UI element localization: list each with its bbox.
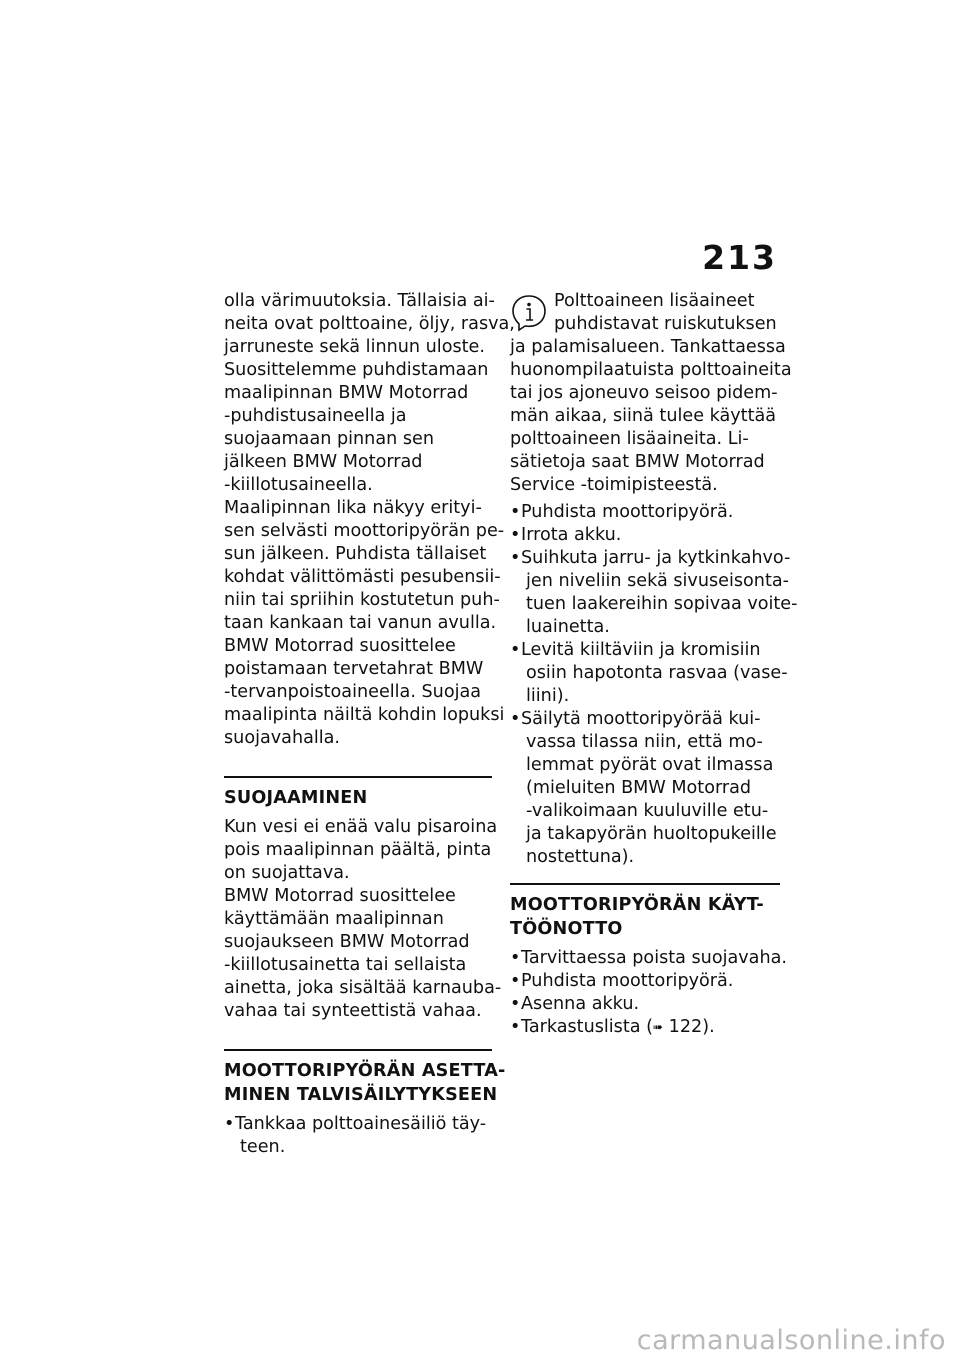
text-line: BMW Motorrad suosittelee — [224, 886, 456, 906]
section-divider — [224, 776, 492, 778]
list-item — [510, 524, 780, 547]
right-column — [510, 290, 798, 1039]
bullet-dot: • — [510, 548, 521, 568]
list-item-text: tuen laakereihin sopivaa voite- — [526, 594, 798, 614]
bullet-dot: • — [510, 709, 521, 729]
list-item-text: Säilytä moottoripyörää kui- — [521, 709, 761, 729]
bullet-list — [510, 947, 787, 1016]
list-item-text: nostettuna). — [526, 847, 635, 867]
text-line: kohdat välittömästi pesubensii- — [224, 567, 501, 587]
text-line: jälkeen BMW Motorrad — [224, 452, 423, 472]
list-item — [510, 501, 780, 524]
bullet-list — [510, 1016, 780, 1039]
section-kayttoonotto — [510, 883, 787, 1039]
text-line: olla värimuutoksia. Tällaisia ai- — [224, 291, 495, 311]
list-item — [510, 947, 787, 970]
list-item-text: Asenna akku. — [521, 994, 640, 1014]
list-item-text: -valikoimaan kuuluville etu- — [526, 801, 769, 821]
list-item-text: jen niveliin sekä sivuseisonta- — [526, 571, 789, 591]
text-line: Polttoaineen lisäaineet — [554, 291, 755, 311]
text-line: huonompilaatuista polttoaineita — [510, 360, 792, 380]
text-line: sätietoja saat BMW Motorrad — [510, 452, 765, 472]
bullet-dot: • — [224, 1114, 235, 1134]
list-item-text: lemmat pyörät ovat ilmassa — [526, 755, 774, 775]
list-item-text: Puhdista moottoripyörä. — [521, 502, 734, 522]
list-item — [510, 547, 798, 639]
section-body — [224, 816, 502, 1023]
page-reference: 122). — [663, 1017, 715, 1037]
text-line: jarruneste sekä linnun uloste. — [224, 337, 485, 357]
text-line: Kun vesi ei enää valu pisaroina — [224, 817, 498, 837]
section-talvisailytys — [224, 1049, 506, 1159]
list-item — [510, 639, 788, 708]
text-line: ainetta, joka sisältää karnauba- — [224, 978, 502, 998]
section-suojaaminen — [224, 776, 502, 1023]
section-divider — [510, 883, 780, 885]
list-item-text: ja takapyörän huoltopukeille — [526, 824, 777, 844]
section-heading: MOOTTORIPYÖRÄN ASETTA- MINEN TALVISÄILYTYKSEEN — [224, 1061, 506, 1105]
watermark: carmanualsonline.info — [636, 1325, 946, 1356]
text-line: ja palamisalueen. Tankattaessa — [510, 337, 786, 357]
list-item-text: (mieluiten BMW Motorrad — [526, 778, 752, 798]
text-line: polttoaineen lisäaineita. Li- — [510, 429, 749, 449]
page-number: 213 — [702, 238, 777, 277]
list-item-text: Tarvittaessa poista suojavaha. — [521, 948, 787, 968]
list-item-text: liini). — [526, 686, 570, 706]
list-item-text: vassa tilassa niin, että mo- — [526, 732, 763, 752]
text-line: -puhdistusaineella ja — [224, 406, 407, 426]
bullet-dot: • — [510, 994, 521, 1014]
text-line: sen selvästi moottoripyörän pe- — [224, 521, 505, 541]
page-reference-arrow-icon: ➠ — [652, 1020, 664, 1034]
note-text — [510, 290, 792, 497]
text-line: män aikaa, siinä tulee käyttää — [510, 406, 777, 426]
list-item-text: Levitä kiiltäviin ja kromisiin — [521, 640, 761, 660]
text-line: vahaa tai synteettistä vahaa. — [224, 1001, 482, 1021]
text-line: pois maalipinnan päältä, pinta — [224, 840, 492, 860]
bullet-dot: • — [510, 502, 521, 522]
text-line: -kiillotusaineella. — [224, 475, 373, 495]
text-line: maalipinnan BMW Motorrad — [224, 383, 469, 403]
info-note — [510, 290, 792, 497]
text-line: maalipinta näiltä kohdin lopuksi — [224, 705, 505, 725]
text-line: sun jälkeen. Puhdista tällaiset — [224, 544, 487, 564]
list-item: • Tankkaa polttoainesäiliö täy- teen. — [224, 1114, 487, 1157]
list-item — [510, 970, 780, 993]
intro-paragraph — [224, 290, 515, 750]
text-line: BMW Motorrad suosittelee — [224, 636, 456, 656]
list-item — [510, 708, 780, 869]
text-line: -kiillotusainetta tai sellaista — [224, 955, 467, 975]
text-line: suojaukseen BMW Motorrad — [224, 932, 470, 952]
text-line: niin tai spriihin kostutetun puh- — [224, 590, 500, 610]
text-line: tai jos ajoneuvo seisoo pidem- — [510, 383, 778, 403]
list-item-text: Irrota akku. — [521, 525, 622, 545]
left-column — [224, 290, 515, 1159]
bullet-dot: • — [510, 1017, 521, 1037]
bullet-dot: • — [510, 640, 521, 660]
list-item — [510, 1016, 780, 1039]
list-item-text: luainetta. — [526, 617, 610, 637]
text-line: Maalipinnan lika näkyy erityi- — [224, 498, 482, 518]
list-item-text: Puhdista moottoripyörä. — [521, 971, 734, 991]
list-item-text: osiin hapotonta rasvaa (vase- — [526, 663, 788, 683]
text-line: on suojattava. — [224, 863, 350, 883]
text-line: Suosittelemme puhdistamaan — [224, 360, 489, 380]
text-line: suojaamaan pinnan sen — [224, 429, 434, 449]
section-heading: MOOTTORIPYÖRÄN KÄYT- TÖÖNOTTO — [510, 895, 764, 939]
text-line: puhdistavat ruiskutuksen — [554, 314, 777, 334]
text-line: -tervanpoistoaineella. Suojaa — [224, 682, 482, 702]
text-line: suojavahalla. — [224, 728, 341, 748]
text-line: taan kankaan tai vanun avulla. — [224, 613, 497, 633]
text-line: käyttämään maalipinnan — [224, 909, 444, 929]
bullet-list — [510, 501, 798, 869]
section-divider — [224, 1049, 492, 1051]
text-line: neita ovat polttoaine, öljy, rasva, — [224, 314, 515, 334]
info-icon — [510, 294, 548, 332]
list-item — [510, 993, 780, 1016]
list-item-text: Tarkastuslista ( — [521, 1017, 653, 1037]
text-line: Service -toimipisteestä. — [510, 475, 718, 495]
list-item-text: Suihkuta jarru- ja kytkinkahvo- — [521, 548, 791, 568]
bullet-list — [224, 1113, 492, 1159]
section-heading: SUOJAAMINEN — [224, 788, 368, 808]
bullet-dot: • — [510, 948, 521, 968]
bullet-dot: • — [510, 525, 521, 545]
text-line: poistamaan tervetahrat BMW — [224, 659, 484, 679]
bullet-dot: • — [510, 971, 521, 991]
